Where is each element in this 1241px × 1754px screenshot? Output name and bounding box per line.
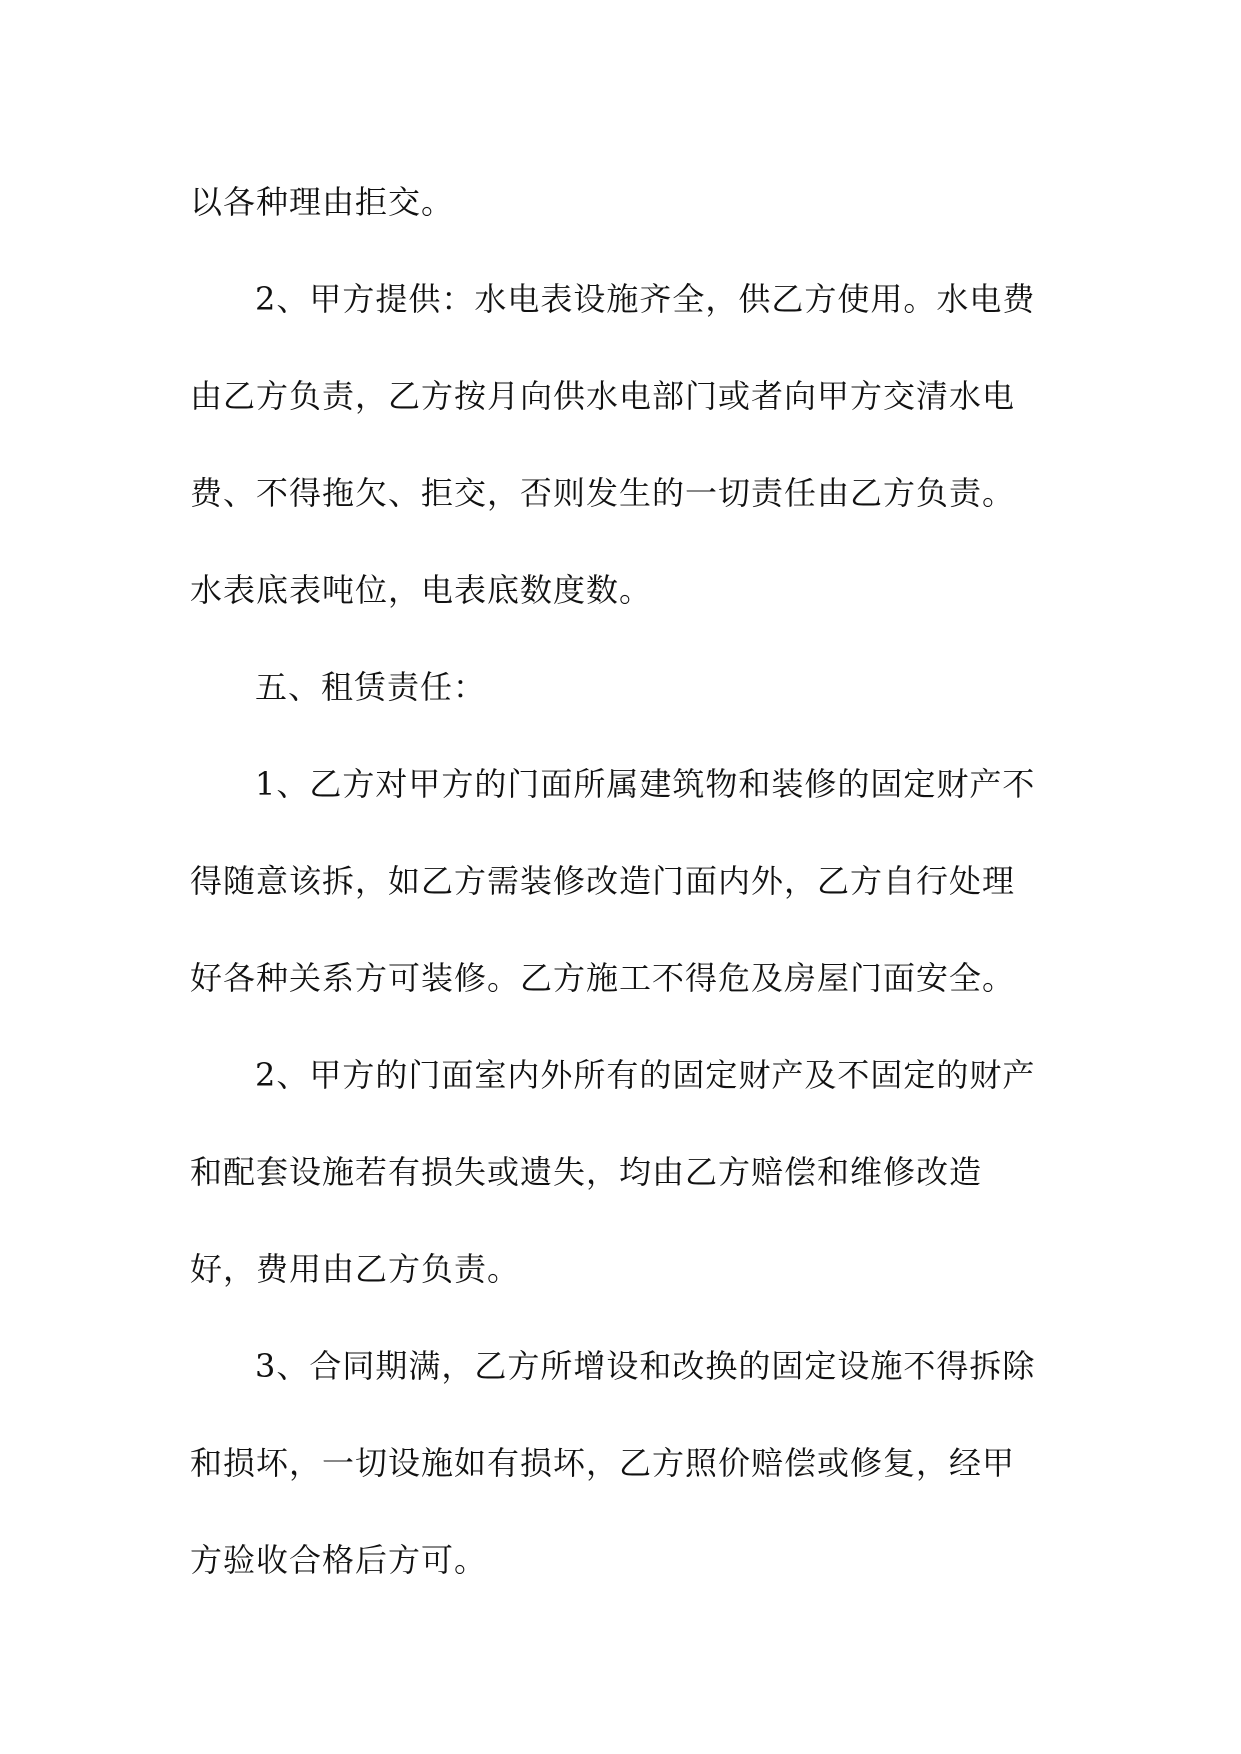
- text-line: 2、甲方的门面室内外所有的固定财产及不固定的财产: [255, 1056, 1036, 1094]
- text-line: 1、乙方对甲方的门面所属建筑物和装修的固定财产不: [255, 765, 1036, 803]
- text-line: 3、合同期满，乙方所增设和改换的固定设施不得拆除: [255, 1347, 1036, 1385]
- text-line: 方验收合格后方可。: [190, 1541, 488, 1579]
- text-line: 2、甲方提供：水电表设施齐全，供乙方使用。水电费: [255, 280, 1036, 318]
- text-line: 费、不得拖欠、拒交，否则发生的一切责任由乙方负责。: [190, 474, 1016, 512]
- section-heading: 五、租赁责任：: [255, 668, 487, 706]
- text-line: 由乙方负责，乙方按月向供水电部门或者向甲方交清水电: [190, 377, 1016, 415]
- text-line: 和损坏，一切设施如有损坏，乙方照价赔偿或修复，经甲: [190, 1444, 1016, 1482]
- text-line: 好，费用由乙方负责。: [190, 1250, 521, 1288]
- text-line: 好各种关系方可装修。乙方施工不得危及房屋门面安全。: [190, 959, 1016, 997]
- text-line: 得随意该拆，如乙方需装修改造门面内外，乙方自行处理: [190, 862, 1016, 900]
- text-line: 和配套设施若有损失或遗失，均由乙方赔偿和维修改造: [190, 1153, 983, 1191]
- text-line: 以各种理由拒交。: [190, 183, 455, 221]
- text-line: 水表底表吨位，电表底数度数。: [190, 571, 653, 609]
